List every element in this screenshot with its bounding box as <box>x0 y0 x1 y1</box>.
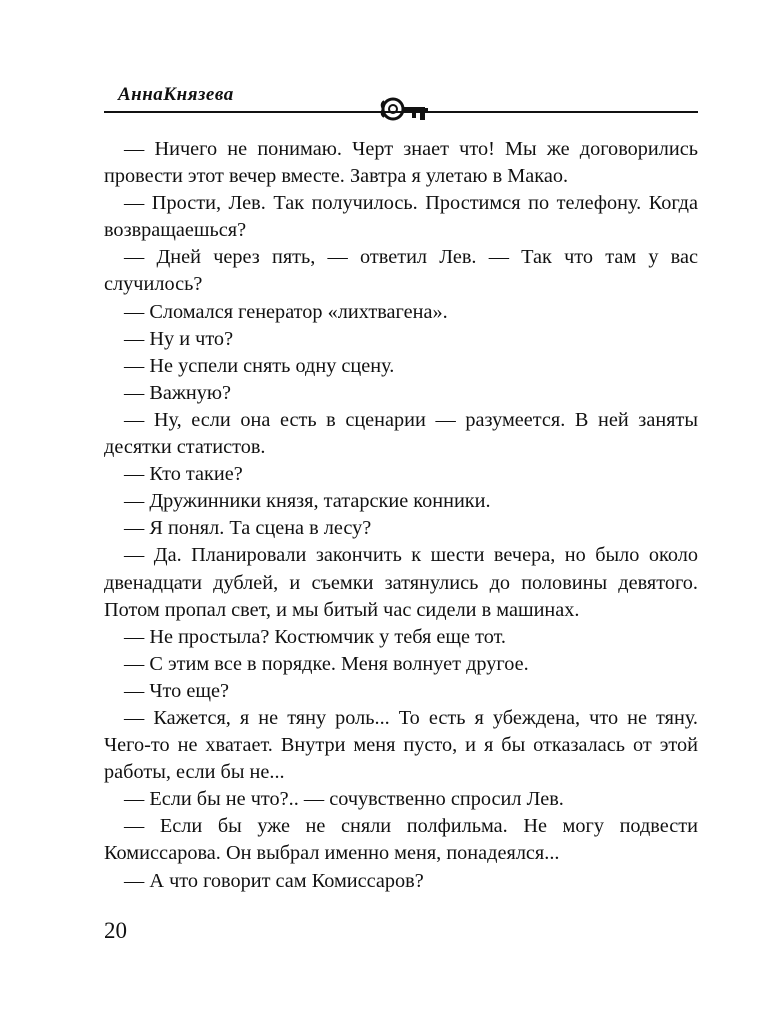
paragraph: — Сломался генератор «лихтвагена». <box>124 300 448 323</box>
paragraph: — Ничего не понимаю. Черт знает что! Мы же договорились провести этот вечер вместе. Завтра я улетаю в Макао. <box>104 138 698 188</box>
paragraph: — Кто такие? <box>124 463 243 486</box>
key-icon <box>380 96 442 122</box>
author-name: АннаКнязева <box>118 84 234 105</box>
paragraph: — С этим все в порядке. Меня волнует другое. <box>124 652 529 675</box>
paragraph: — Не успели снять одну сцену. <box>124 354 395 377</box>
paragraph: — Дней через пять, — ответил Лев. — Так что там у вас случилось? <box>104 246 698 296</box>
paragraph: — А что говорит сам Комиссаров? <box>124 869 424 892</box>
paragraph: — Если бы не что?.. — сочувственно спросил Лев. <box>124 788 564 811</box>
paragraph: — Дружинники князя, татарские конники. <box>124 490 491 513</box>
paragraph: — Ну, если она есть в сценарии — разумеется. В ней заняты десятки статистов. <box>104 408 698 459</box>
paragraph: — Не простыла? Костюмчик у тебя еще тот. <box>124 625 506 648</box>
running-head <box>104 84 698 124</box>
paragraph: — Я понял. Та сцена в лесу? <box>124 517 372 540</box>
paragraph: — Если бы уже не сняли полфильма. Не могу подвести Комиссарова. Он выбрал именно меня, понадеялся... <box>104 815 698 865</box>
body-text <box>104 136 698 895</box>
page-number: 20 <box>104 918 127 943</box>
paragraph: — Что еще? <box>124 679 229 702</box>
paragraph: — Ну и что? <box>124 327 234 350</box>
paragraph: — Да. Планировали закончить к шести вечера, но было около двенадцати дублей, и съемки затянулись до половины девятого. Потом пропал свет, и мы битый час сидели в машинах. <box>104 544 698 621</box>
paragraph: — Прости, Лев. Так получилось. Простимся по телефону. Когда возвращаешься? <box>104 192 698 242</box>
paragraph: — Кажется, я не тяну роль... То есть я убеждена, что не тяну. Чего-то не хватает. Внутри меня пусто, и я бы отказалась от этой работы, если бы не... <box>104 706 698 784</box>
paragraph: — Важную? <box>124 381 232 404</box>
